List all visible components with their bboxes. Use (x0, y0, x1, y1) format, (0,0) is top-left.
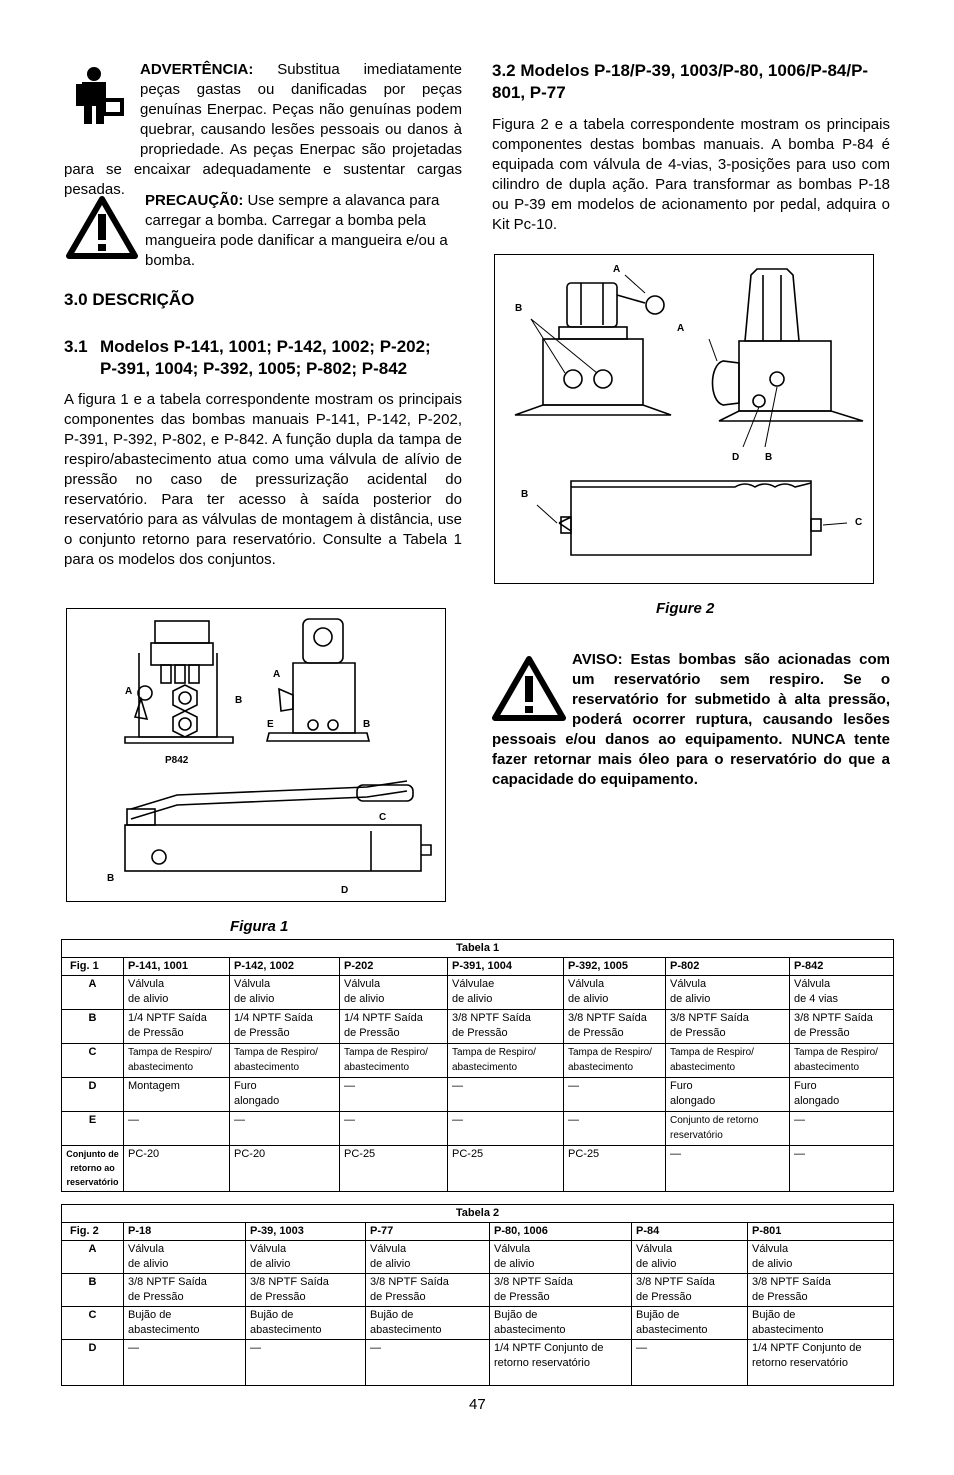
table-2-row (62, 1340, 894, 1386)
table-1-cell: Tampa de Respiro/ abastecimento (124, 1044, 230, 1078)
figure2-label-b3: B (521, 489, 529, 500)
table-2-cell: 3/8 NPTF Saída de Pressão (246, 1274, 366, 1307)
figure2-label-a2: A (677, 323, 685, 334)
figure1-label-e: E (267, 719, 274, 730)
table-2-cell: Bujão de abastecimento (366, 1307, 490, 1340)
figure2-label-c: C (855, 517, 863, 528)
table-1-title: Tabela 1 (62, 940, 894, 958)
caution-label: PRECAUÇÃ0: (145, 192, 244, 209)
section-heading-3-0: 3.0 DESCRIÇÃO (64, 290, 195, 309)
table-1-cell: — (790, 1146, 894, 1192)
section-3-1-body: A figura 1 e a tabela correspondente mostram os principais componentes das bombas manuais P-141, P-142, P-202, P-391, P-392, P-802, e P-842. A função dupla da tampa de respiro/abastecimento atua como uma válvula de alívio de pressão no caso de pressurização acidental do reservatório. Para ter acesso à saída posterior do reservatório para as válvulas de montagem à distância, use o conjunto retorno para reservatório. Consulte a Tabela 1 para os modelos dos conjuntos. (64, 391, 462, 568)
section-heading-3-2: 3.2 Modelos P-18/P-39, 1003/P-80, 1006/P-84/P-801, P-77 (492, 61, 869, 102)
figure1-label-a1: A (125, 686, 133, 697)
table-2-cell: — (366, 1340, 490, 1386)
table-2-row-label: D (62, 1340, 124, 1386)
figure1-label-b2: B (363, 719, 371, 730)
table-1-cell: 3/8 NPTF Saída de Pressão (666, 1010, 790, 1044)
table-2-cell: Válvula de alivio (490, 1241, 632, 1274)
table-2-cell: Bujão de abastecimento (124, 1307, 246, 1340)
figure-2-drawing (495, 255, 873, 583)
figure1-label-b3: B (107, 873, 115, 884)
table-1-cell: Válvula de 4 vias (790, 976, 894, 1010)
table-1-row-label: D (62, 1078, 124, 1112)
table-2-header-row (62, 1223, 894, 1241)
table-2-cell: — (246, 1340, 366, 1386)
figure2-label-d: D (732, 452, 740, 463)
table-2-cell: Bujão de abastecimento (632, 1307, 748, 1340)
table-1-header-row (62, 958, 894, 976)
table-1-header-cell: Fig. 1 (62, 958, 124, 976)
table-1-cell: Tampa de Respiro/ abastecimento (564, 1044, 666, 1078)
table-1-row-label: C (62, 1044, 124, 1078)
table-2-row (62, 1274, 894, 1307)
table-1-cell: 3/8 NPTF Saída de Pressão (790, 1010, 894, 1044)
table-1-cell: Tampa de Respiro/ abastecimento (448, 1044, 564, 1078)
figure1-label-c: C (379, 812, 387, 823)
table-1-row (62, 1078, 894, 1112)
table-1-body (62, 958, 894, 1192)
figure2-label-b2: B (765, 452, 773, 463)
table-1-cell: Válvula de alivio (340, 976, 448, 1010)
table-1-cell: Tampa de Respiro/ abastecimento (790, 1044, 894, 1078)
table-2-row (62, 1307, 894, 1340)
figure1-label-d: D (341, 885, 349, 896)
aviso-paragraph (492, 650, 890, 790)
figure2-label-a1: A (613, 264, 621, 275)
table-1-cell: 1/4 NPTF Saída de Pressão (340, 1010, 448, 1044)
caution-triangle-icon (66, 196, 138, 260)
table-1-cell: — (666, 1146, 790, 1192)
table-2-cell: 3/8 NPTF Saída de Pressão (366, 1274, 490, 1307)
figure2-label-b1: B (515, 303, 523, 314)
section-heading-3-1 (64, 336, 464, 380)
table-1-cell: PC-20 (124, 1146, 230, 1192)
table-1-cell: Válvula de alivio (564, 976, 666, 1010)
table-1-header-cell: P-392, 1005 (564, 958, 666, 976)
table-2-cell: Válvula de alivio (366, 1241, 490, 1274)
table-1-header-cell: P-802 (666, 958, 790, 976)
warning-paragraph (64, 60, 462, 200)
table-1-cell: — (790, 1112, 894, 1146)
warning-label: ADVERTÊNCIA: (140, 61, 254, 78)
table-2-body (62, 1223, 894, 1386)
table-2-cell: 3/8 NPTF Saída de Pressão (748, 1274, 894, 1307)
caution-text: Use sempre a alavanca para carregar a bomba. Carregar a bomba pela mangueira pode danificar a mangueira e/ou a bomba. (145, 192, 448, 269)
table-2-title: Tabela 2 (62, 1205, 894, 1223)
table-1-cell: — (564, 1112, 666, 1146)
table-2-header-cell: P-84 (632, 1223, 748, 1241)
table-2-cell: 1/4 NPTF Conjunto de retorno reservatório (748, 1340, 894, 1386)
table-2-cell: Válvula de alivio (246, 1241, 366, 1274)
table-1-cell: Válvula de alivio (230, 976, 340, 1010)
table-2-header-cell: P-39, 1003 (246, 1223, 366, 1241)
table-1-row-label: E (62, 1112, 124, 1146)
table-2-cell: 1/4 NPTF Conjunto de retorno reservatório (490, 1340, 632, 1386)
table-1-cell: — (340, 1078, 448, 1112)
table-2-header-cell: P-18 (124, 1223, 246, 1241)
table-1-cell: — (564, 1078, 666, 1112)
figure-2-caption: Figure 2 (656, 600, 715, 617)
figure-1-caption: Figura 1 (230, 918, 289, 935)
table-1-cell: 1/4 NPTF Saída de Pressão (124, 1010, 230, 1044)
table-2-cell: Bujão de abastecimento (748, 1307, 894, 1340)
table-1-cell: Válvulae de alivio (448, 976, 564, 1010)
table-1-cell: — (230, 1112, 340, 1146)
table-1-cell: 3/8 NPTF Saída de Pressão (448, 1010, 564, 1044)
figure-1 (66, 608, 446, 902)
caution-paragraph (145, 191, 463, 271)
table-1-header-cell: P-842 (790, 958, 894, 976)
table-1-cell: Válvula de alivio (666, 976, 790, 1010)
table-2-cell: Bujão de abastecimento (490, 1307, 632, 1340)
table-2-row (62, 1241, 894, 1274)
table-2-header-cell: P-80, 1006 (490, 1223, 632, 1241)
warning-text: Substitua imediatamente peças gastas ou danificadas por peças genuínas Enerpac. Peças não genuínas podem quebrar, causando lesões pessoais ou danos à propriedade. As peças Enerpac são projetadas para se encaixar adequadamente e sustentar cargas pesadas. (64, 61, 462, 198)
table-1-row (62, 976, 894, 1010)
aviso-text: AVISO: Estas bombas são acionadas com um reservatório sem respiro. Se o reservatório for submetido à alta pressão, poderá ocorrer ruptura, causando lesões pessoais e/ou danos ao equipamento. NUNCA tente fazer retornar mais óleo para o reservatório do que a capacidade do equipamento. (492, 651, 890, 788)
table-1-row-label: Conjunto de retorno ao reservatório (62, 1146, 124, 1192)
figure1-label-b1: B (235, 695, 243, 706)
table-1-row (62, 1044, 894, 1078)
table-1-cell: Furo alongado (790, 1078, 894, 1112)
table-1-cell: — (124, 1112, 230, 1146)
page-number: 47 (469, 1396, 486, 1413)
table-1-cell: Válvula de alivio (124, 976, 230, 1010)
table-2-row-label: B (62, 1274, 124, 1307)
table-1 (61, 939, 894, 1192)
table-2-header-cell: P-801 (748, 1223, 894, 1241)
table-1-cell: — (448, 1078, 564, 1112)
table-1-header-cell: P-142, 1002 (230, 958, 340, 976)
table-1-cell: 1/4 NPTF Saída de Pressão (230, 1010, 340, 1044)
table-1-row-label: A (62, 976, 124, 1010)
table-1-cell: — (340, 1112, 448, 1146)
table-2-header-cell: P-77 (366, 1223, 490, 1241)
table-1-row (62, 1112, 894, 1146)
section-3-1-title-line1: Modelos P-141, 1001; P-142, 1002; P-202; (100, 337, 431, 356)
table-2-header-cell: Fig. 2 (62, 1223, 124, 1241)
table-2-cell: 3/8 NPTF Saída de Pressão (632, 1274, 748, 1307)
figure-1-drawing (67, 609, 445, 901)
table-1-row-label: B (62, 1010, 124, 1044)
table-2-cell: 3/8 NPTF Saída de Pressão (490, 1274, 632, 1307)
table-1-cell: Conjunto de retorno reservatório (666, 1112, 790, 1146)
table-1-cell: Furo alongado (230, 1078, 340, 1112)
table-1-cell: Tampa de Respiro/ abastecimento (230, 1044, 340, 1078)
section-3-1-number: 3.1 (64, 337, 88, 356)
section-3-1-title-line2: P-391, 1004; P-392, 1005; P-802; P-842 (100, 359, 408, 378)
table-2-cell: — (124, 1340, 246, 1386)
table-1-cell: Tampa de Respiro/ abastecimento (666, 1044, 790, 1078)
table-1-header-cell: P-202 (340, 958, 448, 976)
table-2-cell: — (632, 1340, 748, 1386)
table-1-cell: PC-20 (230, 1146, 340, 1192)
table-1-row (62, 1010, 894, 1044)
table-2 (61, 1204, 894, 1386)
table-1-cell: — (448, 1112, 564, 1146)
figure1-label-p842: P842 (165, 755, 189, 766)
figure1-label-a2: A (273, 669, 281, 680)
table-1-cell: Tampa de Respiro/ abastecimento (340, 1044, 448, 1078)
figure-2 (494, 254, 874, 584)
table-1-header-cell: P-391, 1004 (448, 958, 564, 976)
table-1-cell: 3/8 NPTF Saída de Pressão (564, 1010, 666, 1044)
table-2-cell: Válvula de alivio (124, 1241, 246, 1274)
table-2-cell: Válvula de alivio (748, 1241, 894, 1274)
table-2-row-label: C (62, 1307, 124, 1340)
table-2-row-label: A (62, 1241, 124, 1274)
section-3-2-body: Figura 2 e a tabela correspondente mostram os principais componentes destas bombas manuais. A bomba P-84 é equipada com válvula de 4-vias, 3-posições para uso com cilindro de dupla ação. Para transformar as bombas P-18 ou P-39 em modelos de acionamento por pedal, adquira o Kit Pc-10. (492, 116, 890, 233)
table-1-cell: Montagem (124, 1078, 230, 1112)
table-1-cell: PC-25 (448, 1146, 564, 1192)
table-1-cell: PC-25 (340, 1146, 448, 1192)
table-1-cell: PC-25 (564, 1146, 666, 1192)
table-1-row (62, 1146, 894, 1192)
table-1-header-cell: P-141, 1001 (124, 958, 230, 976)
table-1-cell: Furo alongado (666, 1078, 790, 1112)
table-2-cell: Bujão de abastecimento (246, 1307, 366, 1340)
table-2-cell: 3/8 NPTF Saída de Pressão (124, 1274, 246, 1307)
table-2-cell: Válvula de alivio (632, 1241, 748, 1274)
